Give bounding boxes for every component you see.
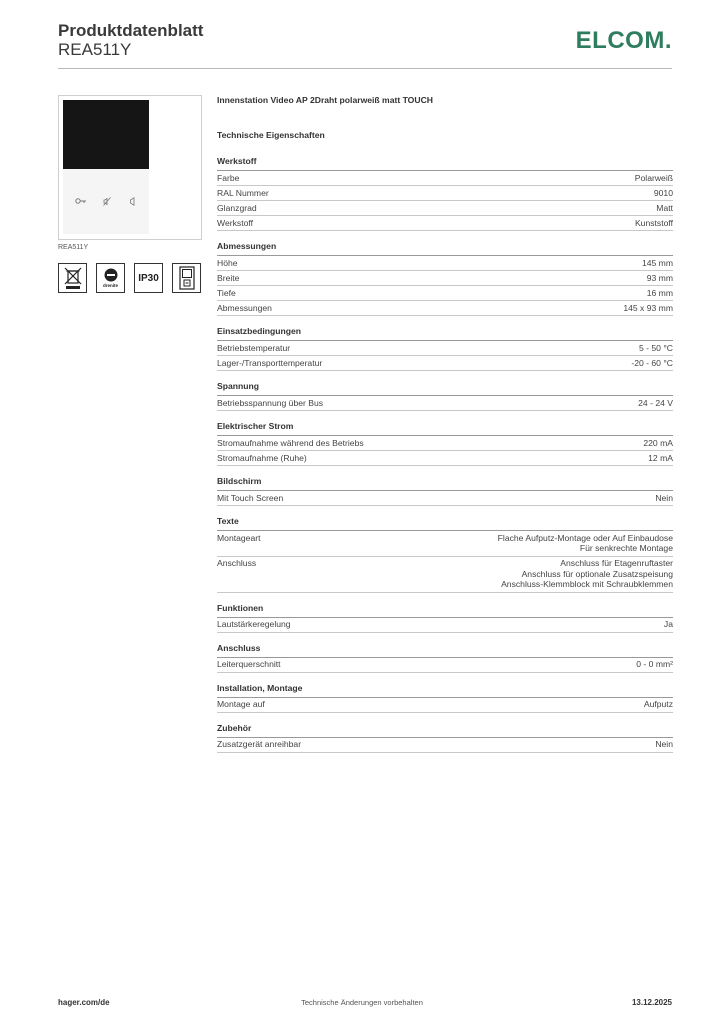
property-value-line: Flache Aufputz-Montage oder Auf Einbaudose	[497, 532, 673, 543]
property-value-line: 93 mm	[646, 272, 673, 283]
property-row	[217, 256, 673, 271]
property-value-line: 5 - 50 °C	[638, 342, 673, 353]
property-value	[498, 533, 673, 554]
property-section	[217, 683, 673, 713]
property-value-line: Nein	[655, 492, 673, 503]
property-row	[217, 171, 673, 186]
property-label: Werkstoff	[217, 217, 253, 228]
footer-date: 13.12.2025	[631, 998, 672, 1007]
property-label: Farbe	[217, 172, 240, 183]
product-name: Innenstation Video AP 2Draht polarweiß matt TOUCH	[217, 95, 433, 105]
property-label: Tiefe	[217, 287, 236, 298]
tech-properties-title: Technische Eigenschaften	[217, 130, 325, 140]
property-row	[217, 341, 673, 356]
property-value	[635, 218, 673, 229]
property-row	[217, 216, 673, 231]
property-section	[217, 476, 673, 506]
property-section	[217, 241, 673, 316]
property-value	[643, 438, 673, 449]
property-label: Zusatzgerät anreihbar	[217, 739, 302, 749]
drenite-label: drenite	[102, 283, 118, 288]
property-value-line: Ja	[663, 619, 673, 629]
property-section	[217, 421, 673, 466]
property-value	[501, 558, 673, 590]
device-screen	[63, 100, 149, 169]
speaker-icon	[129, 197, 137, 208]
property-row	[217, 301, 673, 316]
property-row	[217, 436, 673, 451]
property-row	[217, 396, 673, 411]
property-row	[217, 557, 673, 593]
property-label: Lager-/Transporttemperatur	[217, 357, 323, 368]
property-row	[217, 201, 673, 216]
ip-rating-badge: IP30	[134, 263, 163, 293]
property-value	[642, 258, 673, 269]
property-label: RAL Nummer	[217, 187, 269, 198]
property-row	[217, 618, 673, 633]
property-label: Breite	[217, 272, 240, 283]
property-value-line: Anschluss-Klemmblock mit Schraubklemmen	[501, 579, 673, 589]
property-row	[217, 698, 673, 713]
property-value	[644, 699, 673, 710]
property-value-line: Matt	[656, 202, 673, 213]
mute-icon	[103, 197, 111, 208]
property-label: Montage auf	[217, 699, 265, 709]
product-number: REA511Y	[58, 40, 132, 59]
weee-crossed-bin-icon	[58, 263, 87, 293]
property-label: Leiterquerschnitt	[217, 659, 281, 669]
property-value-line: Anschluss für optionale Zusatzspeisung	[521, 568, 673, 579]
property-row	[217, 451, 673, 466]
device-outline-icon	[172, 263, 201, 293]
property-label: Lautstärkeregelung	[217, 619, 291, 629]
property-label: Mit Touch Screen	[217, 492, 284, 503]
property-value-line: 220 mA	[643, 437, 673, 448]
property-value-line: Nein	[655, 739, 673, 749]
section-heading: Anschluss	[217, 643, 673, 658]
property-row	[217, 186, 673, 201]
property-value-line: 24 - 24 V	[638, 397, 673, 408]
property-value-line: Polarweiß	[634, 172, 673, 183]
elcom-logo: ELCOM.	[575, 27, 672, 54]
device-illustration	[63, 100, 149, 234]
drenite-icon	[96, 263, 125, 293]
property-value-line: 0 - 0 mm²	[636, 659, 673, 669]
property-row	[217, 531, 673, 557]
property-value-line: 145 mm	[641, 257, 673, 268]
main-content	[217, 95, 673, 763]
property-section	[217, 603, 673, 633]
property-value	[664, 619, 673, 630]
property-value-line: 145 x 93 mm	[623, 302, 673, 313]
section-heading: Texte	[217, 516, 673, 531]
section-heading: Werkstoff	[217, 156, 673, 171]
property-value	[654, 188, 673, 199]
property-value	[636, 659, 673, 670]
property-label: Glanzgrad	[217, 202, 257, 213]
section-heading: Funktionen	[217, 603, 673, 618]
property-label: Montageart	[217, 532, 261, 543]
property-label: Stromaufnahme während des Betriebs	[217, 437, 364, 448]
property-section	[217, 723, 673, 753]
property-section	[217, 326, 673, 371]
property-label: Betriebsspannung über Bus	[217, 397, 324, 408]
properties-sections	[217, 156, 673, 753]
section-heading: Einsatzbedingungen	[217, 326, 673, 341]
property-value-line: Kunststoff	[634, 217, 673, 228]
property-value	[639, 343, 673, 354]
section-heading: Elektrischer Strom	[217, 421, 673, 436]
property-value	[635, 173, 673, 184]
property-label: Stromaufnahme (Ruhe)	[217, 452, 307, 463]
section-heading: Spannung	[217, 381, 673, 396]
property-row	[217, 356, 673, 371]
property-value-line: 9010	[653, 187, 673, 198]
product-image	[58, 95, 202, 240]
property-row	[217, 658, 673, 673]
property-section	[217, 381, 673, 411]
section-heading: Bildschirm	[217, 476, 673, 491]
property-value	[655, 739, 673, 750]
property-label: Anschluss	[217, 558, 257, 568]
property-row	[217, 286, 673, 301]
property-section	[217, 156, 673, 231]
property-section	[217, 516, 673, 593]
property-label: Betriebstemperatur	[217, 342, 291, 353]
property-value-line: Aufputz	[643, 699, 673, 709]
property-value-line: Für senkrechte Montage	[579, 543, 673, 553]
footer-disclaimer: Technische Änderungen vorbehalten	[301, 998, 423, 1007]
property-value-line: -20 - 60 °C	[631, 357, 673, 368]
footer-website: hager.com/de	[58, 998, 110, 1007]
property-value-line: 12 mA	[648, 452, 673, 463]
property-value-line: Anschluss für Etagenruftaster	[560, 558, 673, 568]
header-divider	[58, 68, 672, 69]
property-value-line: 16 mm	[646, 287, 673, 298]
property-value	[623, 303, 673, 314]
property-value	[648, 453, 673, 464]
section-heading: Installation, Montage	[217, 683, 673, 698]
property-value	[647, 288, 673, 299]
key-icon	[75, 197, 87, 207]
page-title: Produktdatenblatt	[58, 21, 204, 40]
product-code-label: REA511Y	[58, 244, 89, 251]
property-row	[217, 271, 673, 286]
property-value	[631, 358, 673, 369]
property-label: Abmessungen	[217, 302, 272, 313]
property-label: Höhe	[217, 257, 238, 268]
property-value	[647, 273, 673, 284]
section-heading: Zubehör	[217, 723, 673, 738]
property-value	[656, 203, 673, 214]
property-value	[655, 493, 673, 504]
property-row	[217, 491, 673, 506]
property-value	[638, 398, 673, 409]
property-section	[217, 643, 673, 673]
property-row	[217, 738, 673, 753]
section-heading: Abmessungen	[217, 241, 673, 256]
